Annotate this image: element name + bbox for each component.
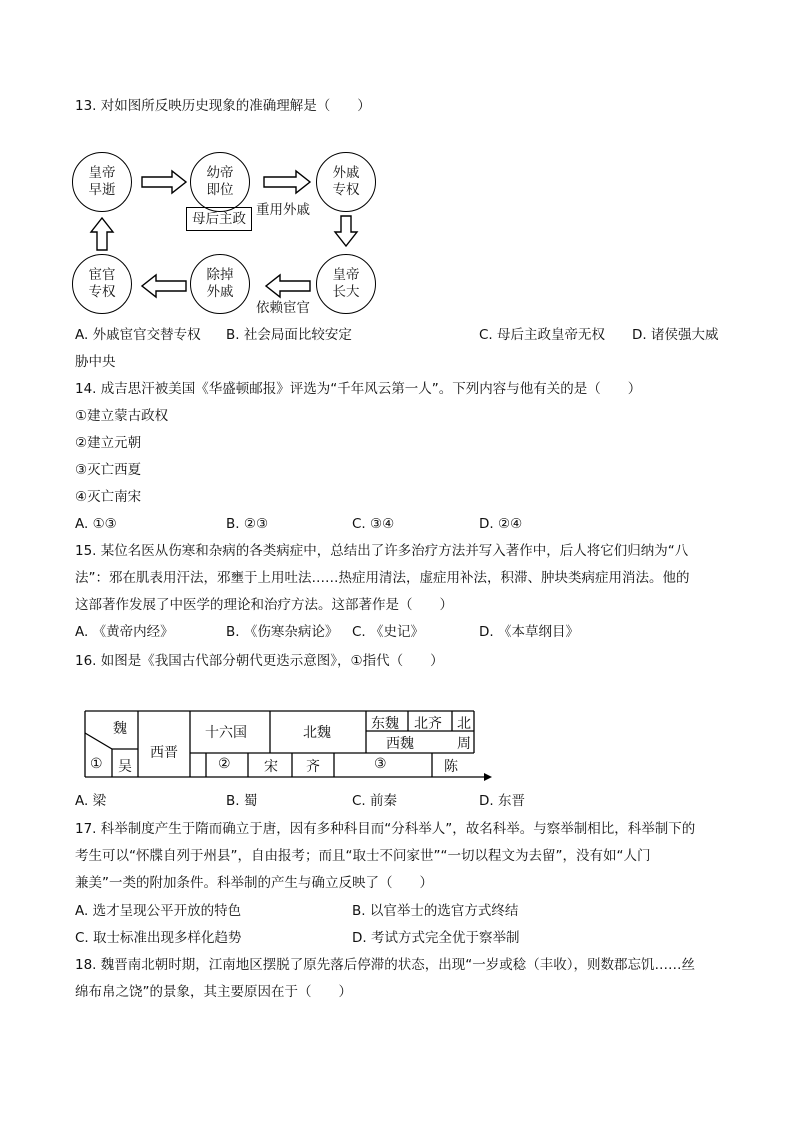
q14-option-c[interactable]: C. ③④ <box>352 516 395 532</box>
q13-option-c[interactable]: C. 母后主政皇帝无权 <box>479 327 606 343</box>
timeline-song: 宋 <box>264 759 278 775</box>
q17-option-c[interactable]: C. 取士标准出现多样化趋势 <box>75 930 242 946</box>
node-emperor-grows: 皇帝 长大 <box>316 254 376 314</box>
timeline-marker-2: ② <box>218 756 231 772</box>
timeline-wei: 魏 <box>113 721 127 737</box>
q16-option-d[interactable]: D. 东晋 <box>479 793 525 809</box>
timeline-sixteen-kingdoms: 十六国 <box>205 725 247 741</box>
timeline-bei: 北 <box>457 716 471 732</box>
q15-line-1: 15. 某位名医从伤寒和杂病的各类病症中，总结出了许多治疗方法并写入著作中，后人将它们归纳为“八 <box>75 543 689 559</box>
q15-option-d[interactable]: D. 《本草纲目》 <box>479 624 579 640</box>
label-use-consort-clan: 重用外戚 <box>256 202 310 218</box>
q17-line-1: 17. 科举制度产生于隋而确立于唐，因有多种科目而“分科举人”，故名科举。与察举制相比，科举制下的 <box>75 821 696 837</box>
q15-line-2: 法”：邪在肌表用汗法，邪壅于上用吐法……热症用清法，虚症用补法，积滞、肿块类病症用消法。他的 <box>75 570 690 586</box>
timeline-western-wei: 西魏 <box>386 736 414 752</box>
q17-line-2: 考生可以“怀牒自列于州县”，自由报考；而且“取士不问家世”“一切以程文为去留”，没有如“人门 <box>75 848 651 864</box>
node-child-emperor: 幼帝 即位 <box>190 152 250 212</box>
q17-option-a[interactable]: A. 选才呈现公平开放的特色 <box>75 903 242 919</box>
node-emperor-dies: 皇帝 早逝 <box>72 152 132 212</box>
q16-option-a[interactable]: A. 梁 <box>75 793 107 809</box>
timeline-wu: 吴 <box>118 759 132 775</box>
q17-option-d[interactable]: D. 考试方式完全优于察举制 <box>352 930 520 946</box>
q15-option-c[interactable]: C. 《史记》 <box>352 624 425 640</box>
q18-line-2: 绵布帛之饶”的景象，其主要原因在于（ ） <box>75 984 352 1000</box>
q14-item-3: ③灭亡西夏 <box>75 462 142 478</box>
node-remove-consort-clan: 除掉 外戚 <box>190 254 250 314</box>
node-eunuch-power: 宦官 专权 <box>72 254 132 314</box>
q16-option-c[interactable]: C. 前秦 <box>352 793 398 809</box>
q18-line-1: 18. 魏晋南北朝时期，江南地区摆脱了原先落后停滞的状态，出现“一岁或稔（丰收），则数郡忘饥……丝 <box>75 957 696 973</box>
q13-option-a[interactable]: A. 外戚宦官交替专权 <box>75 327 201 343</box>
q17-line-3: 兼美”一类的附加条件。科举制的产生与确立反映了（ ） <box>75 875 433 891</box>
q14-option-a[interactable]: A. ①③ <box>75 516 117 532</box>
timeline-marker-3: ③ <box>374 756 387 772</box>
timeline-eastern-wei: 东魏 <box>371 716 399 732</box>
q14-stem: 14. 成吉思汗被美国《华盛顿邮报》评选为“千年风云第一人”。下列内容与他有关的是（ ） <box>75 381 642 397</box>
timeline-western-jin: 西晋 <box>150 745 178 761</box>
q13-option-b[interactable]: B. 社会局面比较安定 <box>226 327 352 343</box>
q15-option-b[interactable]: B. 《伤寒杂病论》 <box>226 624 339 640</box>
q13-option-d[interactable]: D. 诸侯强大威 <box>632 327 719 343</box>
q14-item-4: ④灭亡南宋 <box>75 489 142 505</box>
empress-dowager-box: 母后主政 <box>186 207 252 231</box>
timeline-marker-1: ① <box>90 756 103 772</box>
q16-stem: 16. 如图是《我国古代部分朝代更迭示意图》，①指代（ ） <box>75 653 444 669</box>
q13-stem: 13. 对如图所反映历史现象的准确理解是（ ） <box>75 98 371 114</box>
timeline-northern-qi: 北齐 <box>414 716 442 732</box>
q16-option-b[interactable]: B. 蜀 <box>226 793 258 809</box>
q15-option-a[interactable]: A. 《黄帝内经》 <box>75 624 174 640</box>
q13-option-d-continued: 胁中央 <box>75 354 116 370</box>
q17-option-b[interactable]: B. 以官举士的选官方式终结 <box>352 903 519 919</box>
node-consort-clan-power: 外戚 专权 <box>316 152 376 212</box>
timeline-chen: 陈 <box>444 759 458 775</box>
timeline-zhou: 周 <box>457 736 471 752</box>
q14-option-d[interactable]: D. ②④ <box>479 516 523 532</box>
timeline-qi: 齐 <box>306 759 320 775</box>
q15-line-3: 这部著作发展了中医学的理论和治疗方法。这部著作是（ ） <box>75 597 453 613</box>
timeline-northern-wei: 北魏 <box>303 725 331 741</box>
q14-item-2: ②建立元朝 <box>75 435 142 451</box>
label-rely-eunuchs: 依赖宦官 <box>256 300 310 316</box>
q14-item-1: ①建立蒙古政权 <box>75 408 169 424</box>
q14-option-b[interactable]: B. ②③ <box>226 516 269 532</box>
